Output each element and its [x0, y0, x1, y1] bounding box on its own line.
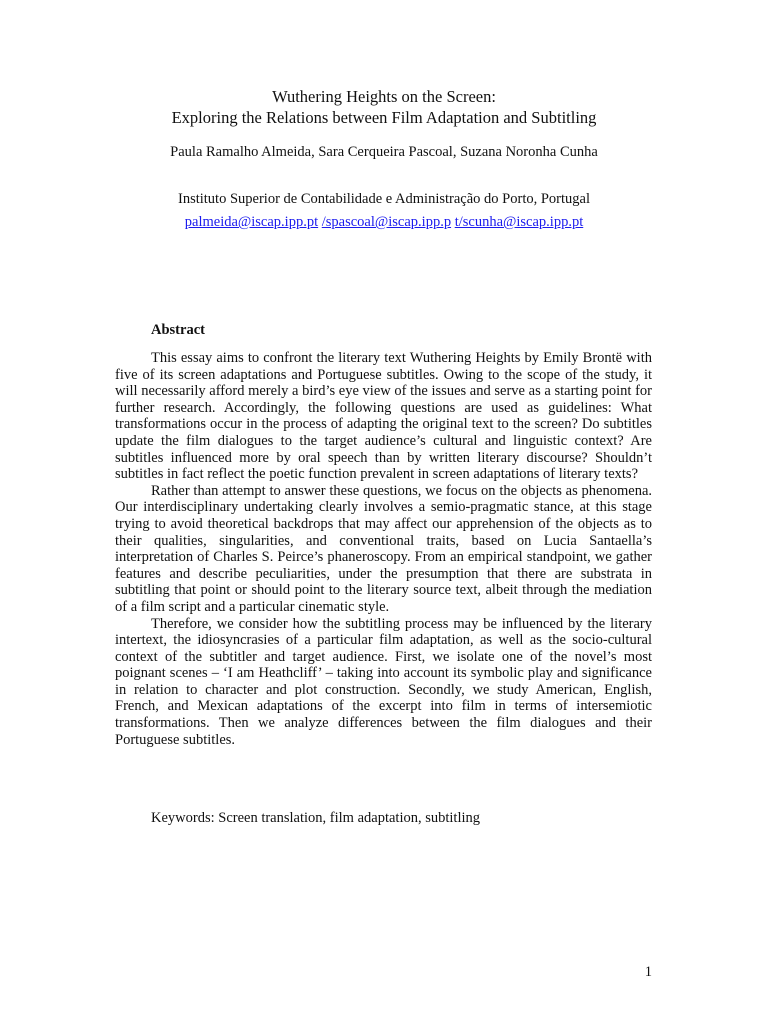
paper-title: [0, 86, 768, 128]
email-link-scunha[interactable]: t/scunha@iscap.ipp.pt: [454, 214, 584, 230]
email-link-spascoal[interactable]: /spascoal@iscap.ipp.p: [321, 214, 452, 230]
abstract-heading: Abstract: [151, 322, 205, 338]
author-list: Paula Ramalho Almeida, Sara Cerqueira Pascoal, Suzana Noronha Cunha: [170, 144, 598, 160]
email-link-palmeida[interactable]: palmeida@iscap.ipp.pt: [184, 214, 319, 230]
abstract-paragraph-1: This essay aims to confront the literary text Wuthering Heights by Emily Brontë with five of its screen adaptations and Portuguese subtitles. Owing to the scope of the study, it will necessarily afford merely a bird’s eye view of the issues and serve as a starting point for further research. Accordingly, the following questions are used as guidelines: What transformations occur in the process of adapting the original text to the screen? Do subtitles update the film dialogues to the target audience’s cultural and linguistic context? Are subtitles influenced more by oral speech than by written literary discourse? Shouldn’t subtitles in fact reflect the poetic function prevalent in screen adaptations of literary texts?: [115, 350, 652, 483]
email-list: [0, 212, 768, 232]
page-number: 1: [644, 964, 652, 980]
abstract-paragraph-2: Rather than attempt to answer these questions, we focus on the objects as phenomena. Our interdisciplinary undertaking clearly involves a semio-pragmatic stance, at this stage trying to avoid theoretical backdrops that may affect our apprehension of the objects as to their qualities, singularities, and conventional traits, based on Lucia Santaella’s interpretation of Charles S. Peirce’s phaneroscopy. From an empirical standpoint, we gather features and describe peculiarities, under the presumption that there are substrata in subtitling that point or should point to the literary source text, albeit through the mediation of a film script and a particular cinematic style.: [115, 482, 652, 615]
affiliation: Instituto Superior de Contabilidade e Administração do Porto, Portugal: [178, 191, 590, 207]
abstract-paragraph-3: Therefore, we consider how the subtitling process may be influenced by the literary intertext, the idiosyncrasies of a particular film adaptation, as well as the socio-cultural context of the subtitler and target audience. First, we isolate one of the novel’s most poignant scenes – ‘I am Heathcliff’ – taking into account its symbolic play and significance in relation to character and plot construction. Secondly, we study American, English, French, and Mexican adaptations of the excerpt into film in terms of intersemiotic transformations. Then we analyze differences between the film dialogues and their Portuguese subtitles.: [115, 615, 652, 748]
title-line-1: Wuthering Heights on the Screen:: [272, 87, 496, 106]
keywords: Keywords: Screen translation, film adaptation, subtitling: [151, 810, 481, 826]
title-line-2: Exploring the Relations between Film Adaptation and Subtitling: [171, 108, 597, 127]
abstract-body: [115, 350, 652, 748]
